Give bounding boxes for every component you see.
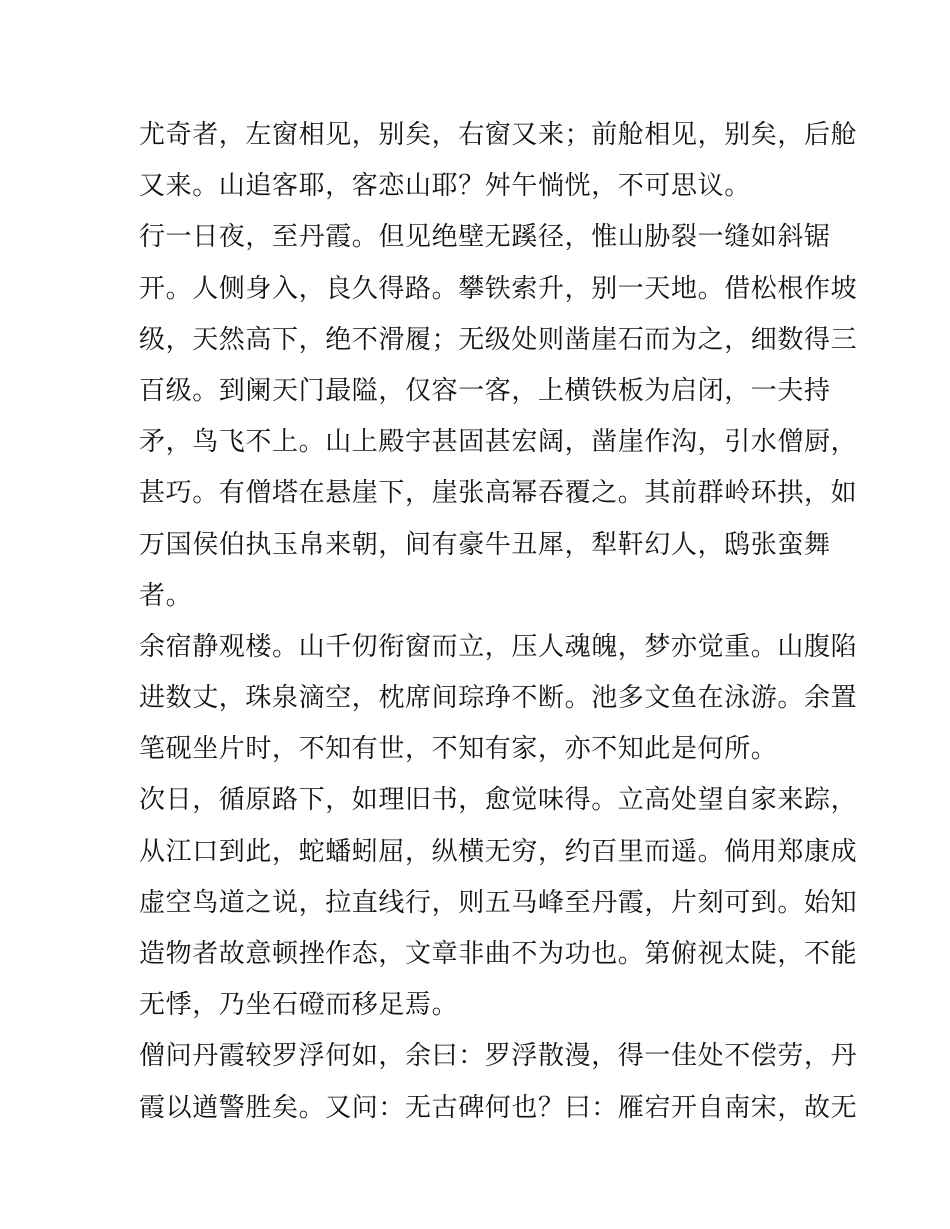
text-line: 百级。到阑天门最隘，仅容一客，上横铁板为启闭，一夫持 [139,375,831,406]
text-line: 开。人侧身入，良久得路。攀铁索升，别一天地。借松根作坡 [139,273,858,304]
text-line: 矛，鸟飞不上。山上殿宇甚固甚宏阔，凿崖作沟，引水僧厨， [139,427,858,458]
text-line: 造物者故意顿挫作态，文章非曲不为功也。第俯视太陡，不能 [139,939,858,969]
text-line: 又来。山追客耶，客恋山耶？舛午惝恍，不可思议。 [139,171,751,202]
text-line: 进数丈，珠泉滴空，枕席间琮琤不断。池多文鱼在泳游。余置 [139,683,858,714]
text-line: 级，天然高下，绝不滑履；无级处则凿崖石而为之，细数得三 [139,324,858,355]
text-line: 万国侯伯执玉帛来朝，间有豪牛丑犀，犁靬幻人，鸱张蛮舞 [139,529,831,560]
text-line: 者。 [139,580,193,611]
text-line: 笔砚坐片时，不知有世，不知有家，亦不知此是何所。 [139,734,778,765]
text-line: 甚巧。有僧塔在悬崖下，崖张高幂吞覆之。其前群岭环拱，如 [139,478,858,509]
text-line: 僧问丹霞较罗浮何如，余曰：罗浮散漫，得一佳处不偿劳，丹 [139,1041,858,1072]
text-line: 无悸，乃坐石磴而移足焉。 [139,990,459,1021]
text-line: 余宿静观楼。山千仞衔窗而立，压人魂魄，梦亦觉重。山腹陷 [139,631,858,662]
body-text [139,110,858,1134]
text-line: 行一日夜，至丹霞。但见绝壁无蹊径，惟山胁裂一缝如斜锯 [139,222,831,253]
text-line: 尤奇者，左窗相见，别矣，右窗又来；前舱相见，别矣，后舱 [139,120,858,150]
text-line: 次日，循原路下，如理旧书，愈觉味得。立高处望自家来踪， [139,785,858,816]
text-line: 霞以遒警胜矣。又问：无古碑何也？曰：雁宕开自南宋，故无 [139,1092,858,1123]
text-line: 虚空鸟道之说，拉直线行，则五马峰至丹霞，片刻可到。始知 [139,887,858,918]
text-line: 从江口到此，蛇蟠蚓屈，纵横无穷，约百里而遥。倘用郑康成 [139,836,858,867]
